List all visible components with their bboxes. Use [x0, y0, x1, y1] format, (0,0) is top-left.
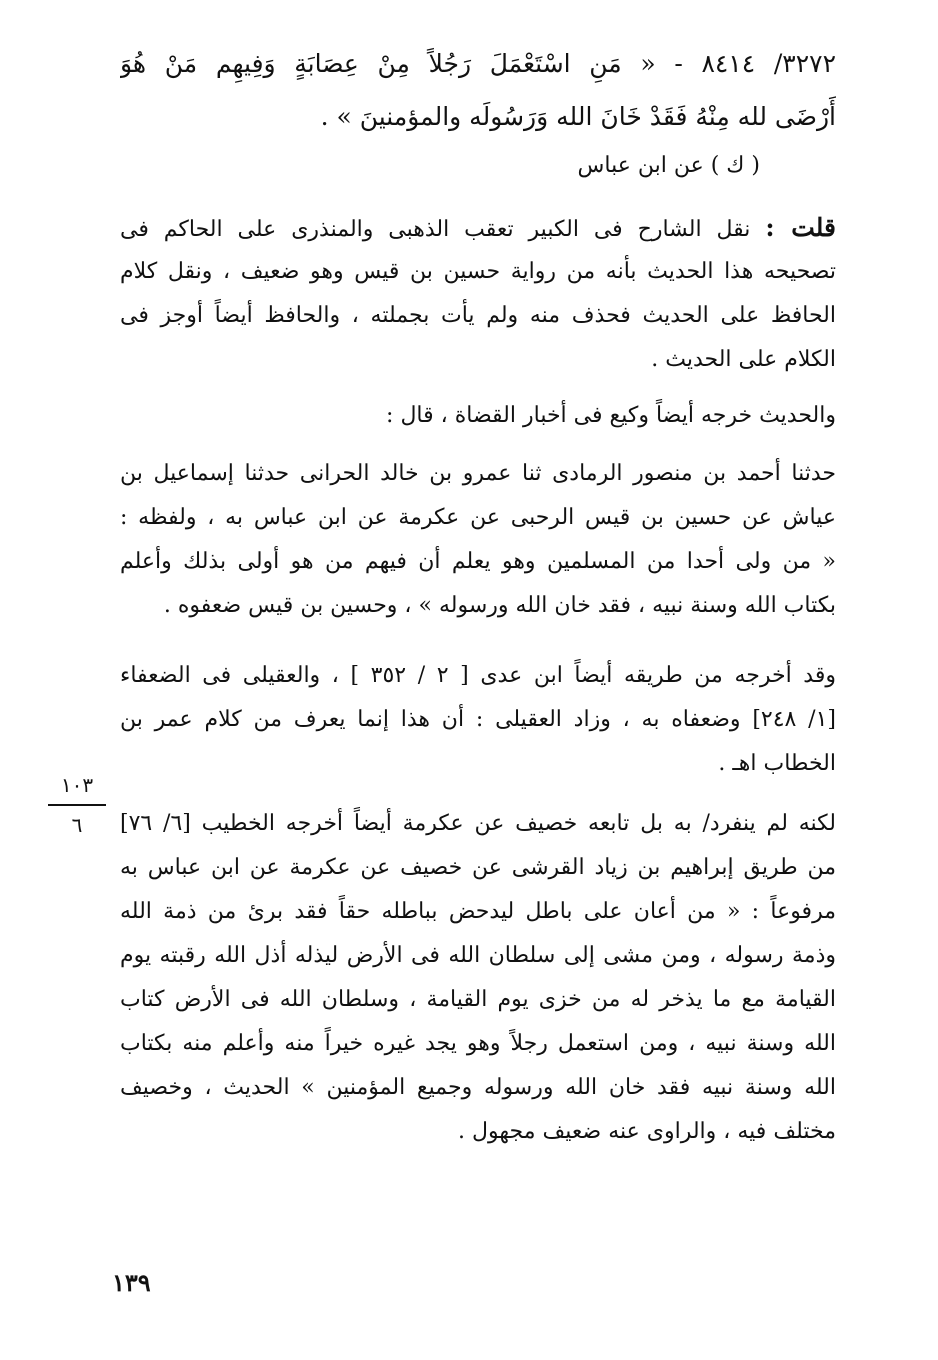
hadith-source: ( ك ) عن ابن عباس	[577, 153, 760, 178]
paragraph-qultu	[120, 206, 836, 382]
paragraph-line: لكنه لم ينفرد/ به بل تابعه خصيف عن عكرمة أيضاً أخرجه الخطيب [٦/ ٧٦]	[120, 811, 836, 836]
paragraph-line: وقد أخرجه من طريقه أيضاً ابن عدى [ ٢ / ٣٥٢ ] ، والعقيلى فى الضعفاء	[120, 663, 836, 688]
paragraph-line: من طريق إبراهيم بن زياد القرشى عن خصيف عن عكرمة عن ابن عباس به	[120, 855, 836, 880]
paragraph-line: والحديث خرجه أيضاً وكيع فى أخبار القضاة ، قال :	[386, 403, 836, 428]
paragraph-line: الله وسنة نبيه ، ومن استعمل رجلاً وهو يجد غيره خيراً منه وأعلم منه بكتاب	[120, 1031, 836, 1056]
paragraph-line: مختلف فيه ، والراوى عنه ضعيف مجهول .	[458, 1119, 836, 1144]
margin-reference-rule	[48, 804, 106, 806]
hadith-text	[120, 36, 836, 142]
paragraph-line: القيامة مع ما يذخر له من خزى يوم القيامة ، وسلطان الله فى الأرض كتاب	[120, 987, 836, 1012]
paragraph-line: عياش عن حسين بن قيس الرحبى عن عكرمة عن ابن عباس به ، ولفظه :	[120, 505, 836, 530]
paragraph-ibn-adi	[120, 654, 836, 786]
paragraph-waki	[120, 394, 836, 438]
paragraph-line: الخطاب اهـ .	[718, 751, 836, 776]
paragraph-line: وذمة رسوله ، ومن مشى إلى سلطان الله فى الأرض ليذله أذل الله رقبته يوم	[120, 943, 836, 968]
qultu-label: قلت :	[765, 213, 836, 242]
margin-reference-bottom: ٦	[71, 813, 83, 837]
hadith-line: أَرْضَى لله مِنْهُ فَقَدْ خَانَ الله وَرَسُولَه والمؤمنينَ » .	[320, 102, 836, 131]
paragraph-line: « من ولى أحدا من المسلمين وهو يعلم أن فيهم من هو أولى بذلك وأعلم	[120, 549, 836, 574]
paragraph-line: بكتاب الله وسنة نبيه ، فقد خان الله ورسوله » ، وحسين بن قيس ضعفوه .	[163, 593, 836, 618]
margin-reference	[44, 772, 110, 838]
paragraph-line: الله وسنة نبيه فقد خان الله ورسوله وجميع المؤمنين » الحديث ، وخصيف	[120, 1075, 836, 1100]
hadith-line: ٣٢٧٢/ ٨٤١٤ - « مَنِ اسْتَعْمَلَ رَجُلاً مِنْ عِصَابَةٍ وَفِيهِم مَنْ هُوَ	[120, 49, 836, 78]
paragraph-line: [١/ ٢٤٨] وضعفاه به ، وزاد العقيلى : أن هذا إنما يعرف من كلام عمر بن	[120, 707, 836, 732]
paragraph-line: تصحيحه هذا الحديث بأنه من رواية حسين بن قيس وهو ضعيف ، ونقل كلام	[120, 259, 836, 284]
paragraph-line: الكلام على الحديث .	[651, 347, 836, 372]
paragraph-line: حدثنا أحمد بن منصور الرمادى ثنا عمرو بن خالد الحرانى حدثنا إسماعيل بن	[120, 461, 836, 486]
page-number: ١٣٩	[112, 1268, 151, 1297]
paragraph-line: نقل الشارح فى الكبير تعقب الذهبى والمنذرى على الحاكم فى	[120, 217, 751, 242]
paragraph-line: مرفوعاً : « من أعان على باطل ليدحض بباطله حقاً فقد برئ من ذمة الله	[120, 899, 836, 924]
paragraph-khatib	[120, 802, 836, 1154]
margin-reference-top: ١٠٣	[60, 773, 94, 797]
paragraph-isnad	[120, 452, 836, 628]
paragraph-line: الحافظ على الحديث فحذف منه ولم يأت بجملته ، والحافظ أيضاً أوجز فى	[120, 303, 836, 328]
